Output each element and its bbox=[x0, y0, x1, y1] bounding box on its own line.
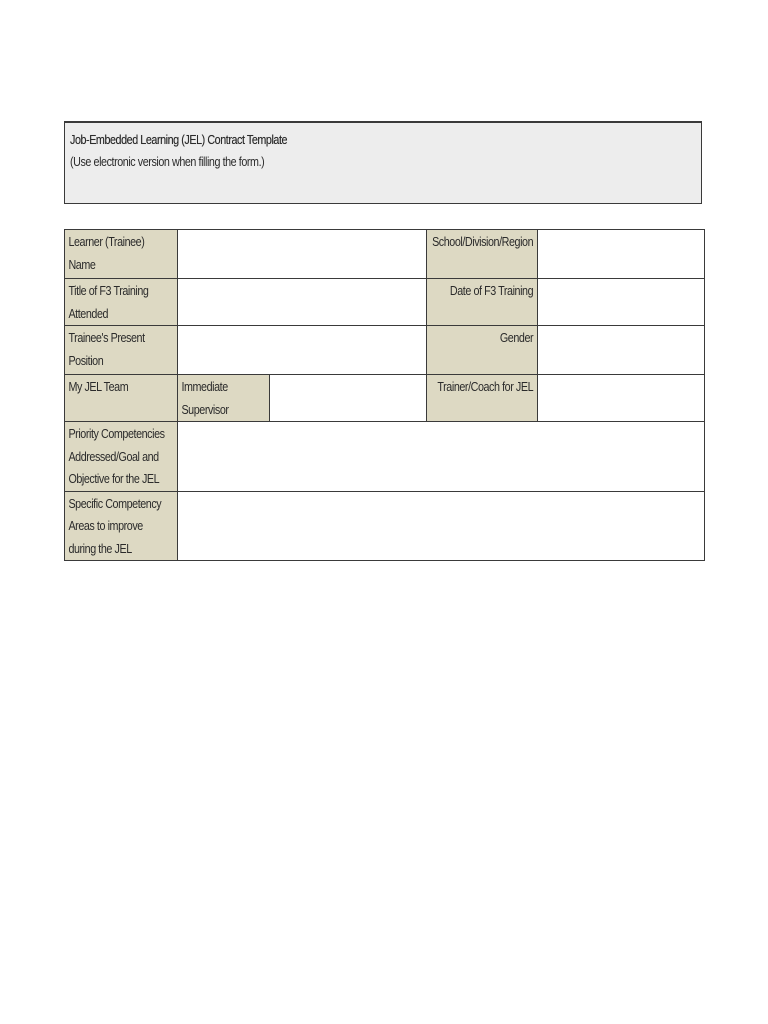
gender-field[interactable] bbox=[538, 326, 705, 375]
table-row bbox=[65, 375, 705, 422]
learner-name-label: Learner (Trainee) Name bbox=[68, 235, 145, 272]
position-label: Trainee's Present Position bbox=[68, 331, 145, 368]
priority-field[interactable] bbox=[178, 422, 705, 492]
supervisor-field[interactable] bbox=[270, 375, 427, 422]
gender-label-cell bbox=[427, 326, 538, 375]
team-label-cell bbox=[65, 375, 178, 422]
training-date-label: Date of F3 Training bbox=[450, 284, 534, 298]
form-instructions: (Use electronic version when filling the form.) bbox=[70, 155, 265, 169]
school-label-cell bbox=[427, 230, 538, 279]
position-label-cell bbox=[65, 326, 178, 375]
table-row bbox=[65, 230, 705, 279]
coach-label-cell bbox=[427, 375, 538, 422]
specific-label-cell bbox=[65, 491, 178, 561]
priority-label-cell bbox=[65, 422, 178, 492]
table-row bbox=[65, 326, 705, 375]
supervisor-label-cell bbox=[178, 375, 270, 422]
learner-name-label-cell bbox=[65, 230, 178, 279]
training-date-label-cell bbox=[427, 279, 538, 326]
training-title-label: Title of F3 Training Attended bbox=[68, 284, 149, 321]
training-title-label-cell bbox=[65, 279, 178, 326]
form-header bbox=[64, 121, 702, 204]
form-title: Job-Embedded Learning (JEL) Contract Template bbox=[70, 133, 288, 147]
specific-label: Specific Competency Areas to improve during the JEL bbox=[68, 496, 162, 556]
table-row bbox=[65, 422, 705, 492]
coach-label: Trainer/Coach for JEL bbox=[437, 380, 534, 394]
supervisor-label: Immediate Supervisor bbox=[181, 380, 229, 417]
learner-name-field[interactable] bbox=[178, 230, 427, 279]
team-label: My JEL Team bbox=[68, 380, 129, 394]
coach-field[interactable] bbox=[538, 375, 705, 422]
gender-label: Gender bbox=[500, 331, 534, 345]
jel-contract-table bbox=[64, 229, 705, 561]
training-date-field[interactable] bbox=[538, 279, 705, 326]
school-label: School/Division/Region bbox=[432, 235, 534, 249]
training-title-field[interactable] bbox=[178, 279, 427, 326]
specific-field[interactable] bbox=[178, 491, 705, 561]
table-row bbox=[65, 491, 705, 561]
table-row bbox=[65, 279, 705, 326]
school-field[interactable] bbox=[538, 230, 705, 279]
priority-label: Priority Competencies Addressed/Goal and Objective for the JEL bbox=[68, 427, 165, 486]
position-field[interactable] bbox=[178, 326, 427, 375]
